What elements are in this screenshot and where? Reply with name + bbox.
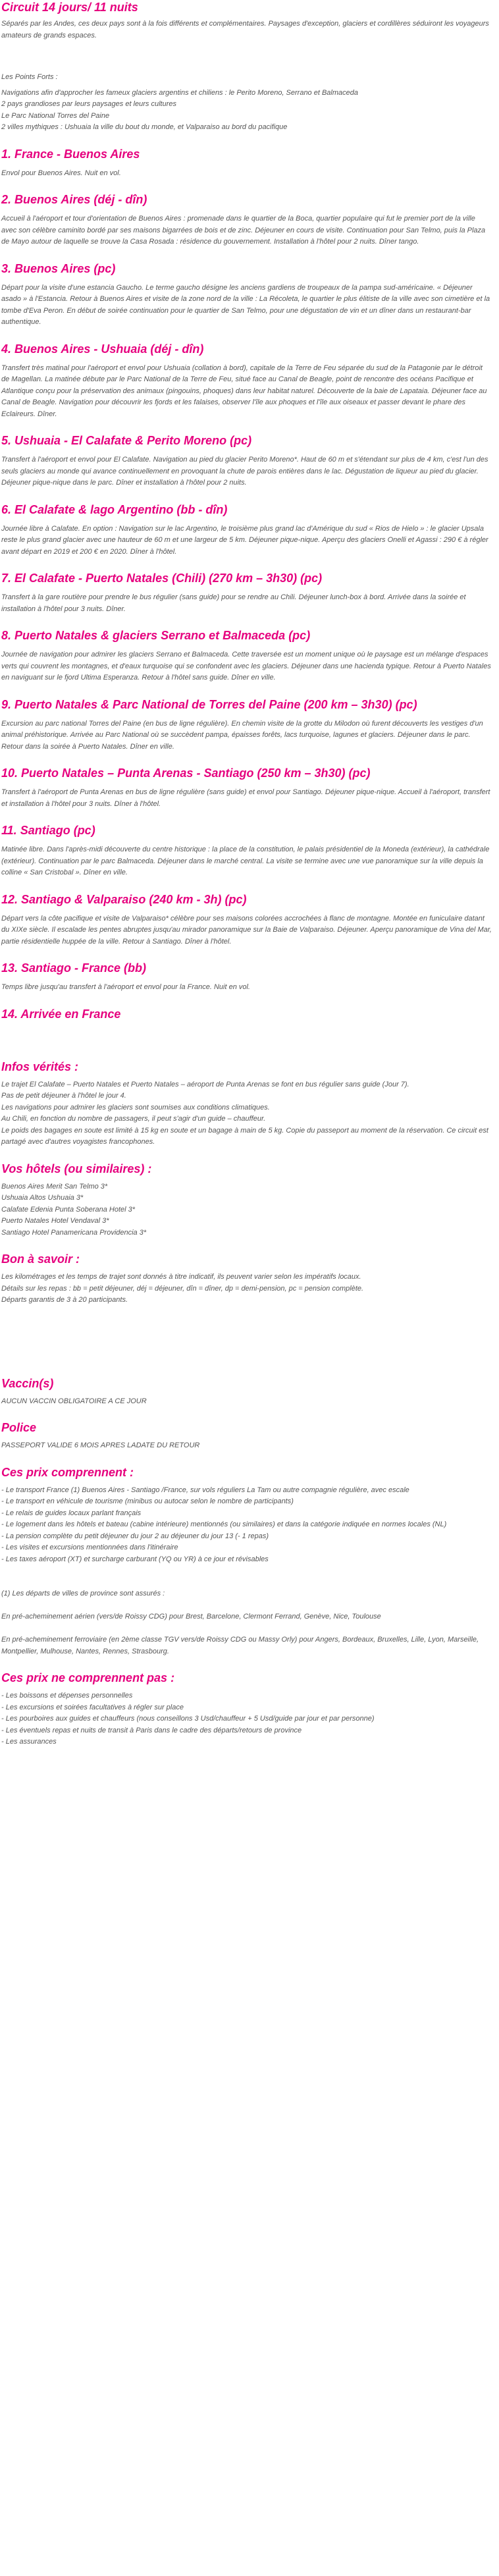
day-text: Départ pour la visite d'une estancia Gaucho. Le terme gaucho désigne les anciens gardiens de troupeaux de la pampa sud-américaine. « Déjeuner asado » à l'Estancia. Retour à Buenos Aires et visite de la zone nord de la ville : La Récoleta, le quartier le plus élitiste de la ville avec son cimetière et la tombe d'Eva Peron. En début de soirée continuation pour le quartier de San Telmo, pour une dégustation de vin et un dîner dans un restaurant-bar authentique. [1,283,490,326]
prix-ne-comprend-item: - Les éventuels repas et nuits de transit à Paris dans le cadre des départs/retours de province [1,1726,302,1734]
day-title: 11. Santiago (pc) [1,824,95,837]
day-7 [1,571,492,615]
prix-ne-comprend-item: - Les boissons et dépenses personnelles [1,1692,133,1700]
infos-item: Au Chili, en fonction du nombre de passagers, il peut s'agir d'un guide – chauffeur. [1,1115,266,1123]
savoir-item: Départs garantis de 3 à 20 participants. [1,1296,128,1304]
day-text: Journée de navigation pour admirer les glaciers Serrano et Balmaceda. Cette traversée est un moment unique où le paysage est un mélange d'espaces verts qui couvrent les montagnes, et d'eaux turquoise qui se confondent avec les glaciers. Déjeuner dans une hacienda typique. Retour à Puerto Natales en naviguant sur le fjord Ultima Esperanza. Retour à l'hôtel sans guide. Dîner en ville. [1,651,491,682]
points-forts-item: 2 pays grandioses par leurs paysages et leurs cultures [1,100,176,108]
day-9 [1,697,492,753]
day-text: Transfert à l'aéroport de Punta Arenas en bus de ligne régulière (sans guide) et envol pour Santiago. Déjeuner pique-nique. Accueil à l'aéroport, transfert et installation à l'hôtel pour 3 nuits. Dîner à l'hôtel. [1,788,490,808]
day-title: 4. Buenos Aires - Ushuaia (déj - dîn) [1,342,204,356]
savoir-title: Bon à savoir : [1,1252,80,1266]
province-note-air: En pré-acheminement aérien (vers/de Roissy CDG) pour Brest, Barcelone, Clermont Ferrand, Genève, Nice, Toulouse [1,1613,381,1621]
province-note-title: (1) Les départs de villes de province sont assurés : [1,1590,165,1597]
day-text: Transfert à la gare routière pour prendre le bus régulier (sans guide) pour se rendre au Chili. Déjeuner lunch-box à bord. Arrivée dans la soirée et installation à l'hôtel pour 3 nuits. Dîner. [1,593,466,613]
hotel-item: Ushuaia Altos Ushuaia 3* [1,1194,84,1202]
prix-ne-comprend-title: Ces prix ne comprennent pas : [1,1671,175,1684]
day-5 [1,433,492,489]
infos-list [1,1079,492,1148]
day-10 [1,766,492,810]
prix-comprend-item: - Le logement dans les hôtels et bateau (cabine intérieure) mentionnés (ou similaires) et dans la catégorie indiquée en normes locales (NL) [1,1520,447,1528]
day-11 [1,823,492,879]
day-2 [1,192,492,248]
infos-item: Le trajet El Calafate – Puerto Natales et Puerto Natales – aéroport de Punta Arenas se font en bus régulier sans guide (Jour 7). [1,1080,409,1088]
police-title: Police [1,1421,37,1434]
police-section [1,1420,492,1452]
prix-ne-comprend-list [1,1690,492,1748]
day-4 [1,342,492,421]
savoir-item: Détails sur les repas : bb = petit déjeuner, déj = déjeuner, dîn = dîner, dp = demi-pension, pc = pension complète. [1,1284,364,1293]
infos-section [1,1060,492,1148]
prix-ne-comprend-item: - Les excursions et soirées facultatives à régler sur place [1,1703,184,1711]
day-text: Transfert très matinal pour l'aéroport et envol pour Ushuaia (collation à bord), capitale de la Terre de Feu séparée du sud de la Patagonie par le détroit de Magellan. La matinée débute par le Parc National de la Terre de Feu, situé face au Canal de Beagle, point de rencontre des océans Pacifique et Atlantique conçu pour la préservation des animaux (pingouins, phoques) dans leur habitat naturel. Découverte de la baie de Lapataia. Déjeuner face au Canal de Beagle. Navigation pour découvrir les fjords et les falaises, observer l'île aux phoques et l'île aux oiseaux et passer devant le phare des Eclaireurs. Dîner. [1,363,487,418]
day-title: 3. Buenos Aires (pc) [1,261,116,275]
day-title: 10. Puerto Natales – Punta Arenas - Santiago (250 km – 3h30) (pc) [1,766,371,780]
day-text: Journée libre à Calafate. En option : Navigation sur le lac Argentino, le troisième plus grand lac d'Amérique du sud « Rios de Hielo » : le glacier Upsala reste le plus grand glacier avec une hauteur de 60 m et une largeur de 5 km. Déjeuner pique-nique. Aperçu des glaciers Onelli et Agassi : 290 € à régler avant départ en 2019 et 200 € en 2020. Dîner à l'hôtel. [1,524,488,556]
day-title: 8. Puerto Natales & glaciers Serrano et Balmaceda (pc) [1,629,311,642]
day-1 [1,147,492,180]
prix-comprend-item: - La pension complète du petit déjeuner du jour 2 au déjeuner du jour 13 (- 1 repas) [1,1532,269,1540]
hotel-item: Santiago Hotel Panamericana Providencia 3* [1,1228,147,1237]
prix-comprend-item: - Le transport en véhicule de tourisme (minibus ou autocar selon le nombre de participants) [1,1497,294,1505]
prix-comprend-item: - Les taxes aéroport (XT) et surcharge carburant (YQ ou YR) à ce jour et révisables [1,1555,269,1563]
day-title: 12. Santiago & Valparaiso (240 km - 3h) (pc) [1,892,247,906]
day-title: 5. Ushuaia - El Calafate & Perito Moreno (pc) [1,434,252,447]
day-title: 7. El Calafate - Puerto Natales (Chili) (270 km – 3h30) (pc) [1,572,323,585]
vaccins-title: Vaccin(s) [1,1376,54,1390]
day-text: Accueil à l'aéroport et tour d'orientation de Buenos Aires : promenade dans le quartier de la Boca, quartier populaire qui fut le premier port de la ville avec son célèbre caminito bordé par ses maisons bigarrées de bois et de zinc. Déjeuner en cours de visite. Continuation pour San Telmo, puis la Plaza de Mayo autour de laquelle se trouve la Casa Rosada : résidence du gouvernement. Installation à l'hôtel pour 2 nuits. Dîner tango. [1,215,486,246]
hotels-title: Vos hôtels (ou similaires) : [1,1162,152,1175]
points-forts-item: Navigations afin d'approcher les fameux glaciers argentins et chiliens : le Perito Moreno, Serrano et Balmaceda [1,88,358,97]
prix-comprend-list [1,1485,492,1658]
hotel-item: Buenos Aires Merit San Telmo 3* [1,1182,108,1191]
day-title: 14. Arrivée en France [1,1007,121,1021]
infos-title: Infos vérités : [1,1060,79,1073]
points-forts-item: Le Parc National Torres del Paine [1,111,110,120]
savoir-item: Les kilométrages et les temps de trajet sont donnés à titre indicatif, ils peuvent varier selon les impératifs locaux. [1,1273,361,1281]
day-text: Transfert à l'aéroport et envol pour El Calafate. Navigation au pied du glacier Perito Moreno*. Haut de 60 m et s'étendant sur plus de 4 km, c'est l'un des seuls glaciers au monde qui avance continuellement en provoquant la chute de parois entières dans le lac. Dégustation de liqueur au pied du glacier. Déjeuner pique-nique dans le parc. Dîner et installation à l'hôtel pour 2 nuits. [1,456,488,487]
points-forts-title: Les Points Forts : [1,73,58,81]
hotels-section [1,1162,492,1239]
prix-comprend-item: - Le relais de guides locaux parlant français [1,1509,142,1517]
day-text: Excursion au parc national Torres del Paine (en bus de ligne régulière). En chemin visite de la grotte du Milodon où furent découverts les vestiges d'un animal préhistorique. Arrivée au Parc National où se succèdent pampa, épaisses forêts, lacs turquoise, lagunes et glaciers. Déjeuner dans le parc. Retour dans la soirée à Puerto Natales. Dîner en ville. [1,719,483,751]
hotel-item: Calafate Edenia Punta Soberana Hotel 3* [1,1205,136,1214]
day-title: 9. Puerto Natales & Parc National de Torres del Paine (200 km – 3h30) (pc) [1,697,417,711]
day-14 [1,1007,492,1021]
day-13 [1,961,492,994]
vaccins-section [1,1376,492,1408]
day-text: Matinée libre. Dans l'après-midi découverte du centre historique : la place de la constitution, le palais présidentiel de la Moneda (extérieur), la cathédrale (extérieur). Continuation par le parc Balmaceda. Déjeuner dans le marché central. La visite se termine avec une vue panoramique sur la ville depuis la colline « San Cristobal ». Dîner en ville. [1,845,490,876]
prix-comprend-item: - Les visites et excursions mentionnées dans l'itinéraire [1,1543,178,1551]
day-title: 13. Santiago - France (bb) [1,961,147,975]
province-note-rail: En pré-acheminement ferroviaire (en 2ème classe TGV vers/de Roissy CDG ou Massy Orly) pour Angers, Bordeaux, Bruxelles, Lille, Lyon, Marseille, Montpellier, Mulhouse, Nantes, Rennes, Strasbourg. [1,1636,479,1655]
intro-text: Séparés par les Andes, ces deux pays sont à la fois différents et complémentaires. Paysages d'exception, glaciers et cordillères séduiront les voyageurs amateurs de grands espaces. [1,20,489,40]
infos-item: Le poids des bagages en soute est limité à 15 kg en soute et un bagage à main de 5 kg. Copie du passeport au moment de la réservation. Ce circuit est partagé avec d'autres voyagistes francophones. [1,1126,488,1146]
prix-comprend-title: Ces prix comprennent : [1,1465,134,1479]
hotel-item: Puerto Natales Hotel Vendaval 3* [1,1217,109,1225]
prix-comprend-item: - Le transport France (1) Buenos Aires - Santiago /France, sur vols réguliers La Tam ou autre compagnie régulière, avec escale [1,1486,409,1494]
day-8 [1,628,492,684]
points-forts-item: 2 villes mythiques : Ushuaia la ville du bout du monde, et Valparaiso au bord du pacifique [1,123,288,131]
prix-ne-comprend-item: - Les assurances [1,1738,57,1746]
day-title: 2. Buenos Aires (déj - dîn) [1,193,147,206]
police-text: PASSEPORT VALIDE 6 MOIS APRES LADATE DU RETOUR [1,1441,200,1449]
vaccins-text: AUCUN VACCIN OBLIGATOIRE A CE JOUR [1,1397,147,1405]
day-text: Départ vers la côte pacifique et visite de Valparaiso* célèbre pour ses maisons colorées accrochées à flanc de montagne. Montée en funiculaire datant du XIXe siècle. Il escalade les pentes abruptes jusqu'au mirador panoramique sur la Baie de Valparaiso. Déjeuner. Aperçu panoramique de Vina del Mar, partie résidentielle huppée de la ville. Retour à Santiago. Dîner à l'hôtel. [1,914,492,946]
day-3 [1,261,492,329]
day-12 [1,892,492,948]
infos-item: Pas de petit déjeuner à l'hôtel le jour 4. [1,1092,126,1100]
day-6 [1,502,492,558]
infos-item: Les navigations pour admirer les glaciers sont soumises aux conditions climatiques. [1,1103,270,1112]
day-title: 1. France - Buenos Aires [1,147,140,161]
prix-comprend-section [1,1465,492,1658]
hotels-list [1,1181,492,1239]
prix-ne-comprend-item: - Les pourboires aux guides et chauffeurs (nous conseillons 3 Usd/chauffeur + 5 Usd/guide par jour et par personne) [1,1715,375,1723]
day-title: 6. El Calafate & lago Argentino (bb - dîn) [1,502,228,516]
points-forts-list [1,88,492,134]
savoir-list [1,1272,492,1306]
day-text: Temps libre jusqu'au transfert à l'aéroport et envol pour la France. Nuit en vol. [1,983,250,991]
day-text: Envol pour Buenos Aires. Nuit en vol. [1,169,121,177]
savoir-section [1,1252,492,1306]
page-title: Circuit 14 jours/ 11 nuits [1,1,138,14]
prix-ne-comprend-section [1,1671,492,1748]
